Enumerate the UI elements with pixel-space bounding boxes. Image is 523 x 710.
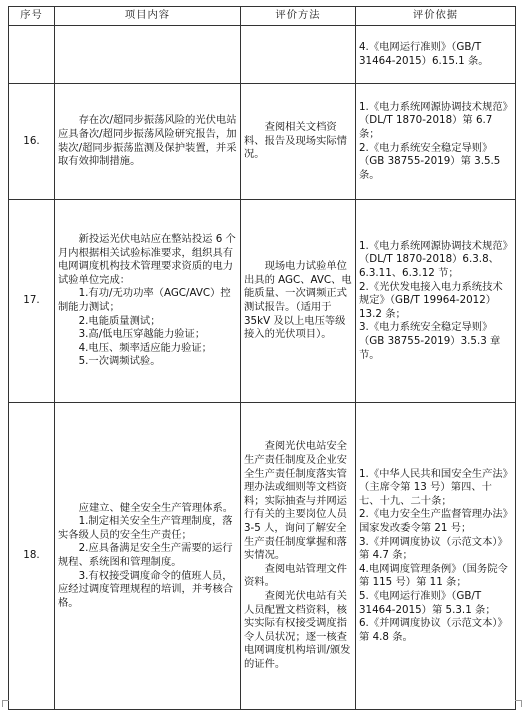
row-method	[241, 403, 356, 710]
content-item: 2.电能质量测试；	[78, 314, 161, 327]
content-item: 1.有功/无功功率（AGC/AVC）控制能力测试；	[58, 287, 231, 313]
basis-item: 4.电网调度管理条例》（国务院令第 115 号）第 11 条；	[359, 562, 508, 589]
basis-item: 1.《电力系统网源协调技术规范》（DL/T 1870-2018）第 6.7 条；	[359, 100, 508, 140]
content-item: 1.制定相关安全生产管理制度，落实各级人员的安全生产责任；	[58, 515, 233, 541]
basis-item: 6.《并网调度协议（示范文本）》第 4.8 条。	[359, 617, 508, 643]
basis-item: 1.《中华人民共和国安全生产法》（主席令第 13 号）第四、十七、十九、二十条；	[359, 467, 508, 507]
row-basis	[356, 84, 516, 200]
row-number	[9, 26, 55, 84]
row-content	[55, 200, 241, 403]
row-number: 16.	[9, 84, 55, 200]
basis-item: 3.《并网调度协议（示范文本）》第 4.7 条；	[359, 535, 508, 562]
content-paragraph: 存在次/超同步振荡风险的光伏电站应具备次/超同步振荡风险研究报告，加装次/超同步振荡监测及保护装置，并采取有效抑制措施。	[58, 114, 237, 168]
basis-item: 4.《电网运行准则》（GB/T 31464-2015）6.15.1 条。	[359, 40, 489, 67]
evaluation-table	[8, 6, 516, 710]
header-row	[9, 7, 516, 26]
row-basis	[356, 403, 516, 710]
row-method	[241, 84, 356, 200]
row-method	[241, 200, 356, 403]
basis-item: 1.《电力系统网源协调技术规范》（DL/T 1870-2018）6.3.8、6.3.11、6.3.12 节；	[359, 239, 508, 280]
row-content	[55, 84, 241, 200]
content-paragraph: 新投运光伏电站应在整站投运 6 个月内根据相关试验标准要求，组织具有电网调度机构技术管理要求资质的电力试验单位完成：	[58, 233, 236, 286]
method-paragraph: 查阅电站管理文件资料。	[244, 562, 347, 589]
row-content	[55, 26, 241, 84]
table-row	[9, 403, 516, 710]
page-corner-mark	[2, 700, 9, 707]
content-paragraph: 应建立、健全安全生产管理体系。	[78, 501, 234, 514]
table-row	[9, 26, 516, 84]
row-number: 17.	[9, 200, 55, 403]
basis-item: 3.《电力系统安全稳定导则》（GB 38755-2019）3.5.3 章节。	[359, 321, 501, 361]
row-basis	[356, 200, 516, 403]
content-item: 5.一次调频试验。	[78, 355, 161, 368]
content-item: 3.有权接受调度命令的值班人员，应经过调度管理规程的培训，并考核合格。	[58, 569, 234, 609]
table-row	[9, 200, 516, 403]
row-basis	[356, 26, 516, 84]
basis-item: 2.《光伏发电接入电力系统技术规定》（GB/T 19964-2012）13.2 条；	[359, 280, 503, 320]
row-content	[55, 403, 241, 710]
header-basis: 评价依据	[356, 7, 516, 26]
table-row	[9, 84, 516, 200]
row-number: 18.	[9, 403, 55, 710]
method-paragraph: 查阅相关文档资料、报告及现场实际情况。	[244, 121, 347, 161]
content-item: 4.电压、频率适应能力验证；	[78, 341, 212, 354]
page-corner-mark	[515, 700, 522, 707]
row-method	[241, 26, 356, 84]
content-item: 3.高/低电压穿越能力验证；	[78, 328, 206, 341]
basis-item: 5.《电网运行准则》（GB/T 31464-2015）第 5.3.1 条；	[359, 589, 496, 616]
method-paragraph: 查阅光伏电站安全生产责任制度及企业安全生产责任制度落实管理办法或细则等文档资料；实际抽查与并网运行有关的主要岗位人员 3-5 人，询问了解安全生产责任制度掌握和落实情况。	[244, 440, 347, 562]
header-method: 评价方法	[241, 7, 356, 26]
header-content: 项目内容	[55, 7, 241, 26]
method-paragraph: 查阅光伏电站有关人员配置文档资料，核实实际有权接受调度指令人员状况；逐一核查电网调度机构培训/颁发的证件。	[244, 589, 351, 670]
basis-item: 2.《电力安全生产监督管理办法》国家发改委令第 21 号；	[359, 508, 508, 535]
basis-item: 2.《电力系统安全稳定导则》（GB 38755-2019）第 3.5.5 条。	[359, 141, 501, 181]
content-item: 2.应具备满足安全生产需要的运行规程、系统图和管理制度。	[58, 542, 233, 568]
header-serial: 序号	[9, 7, 55, 26]
method-paragraph: 现场电力试验单位出具的 AGC、AVC、电能质量、一次调频正式测试报告。（适用于 35kV 及以上电压等级接入的光伏项目）。	[244, 260, 352, 341]
